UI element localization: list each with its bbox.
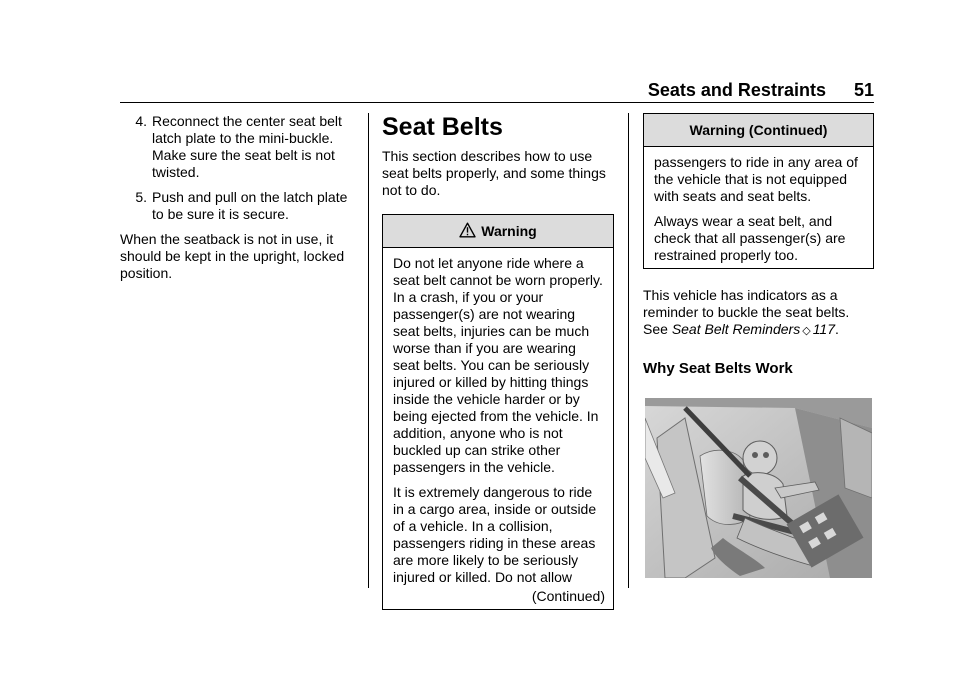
warning-header xyxy=(383,215,613,248)
section-title: Seats and Restraints xyxy=(647,80,826,100)
step-number: 5. xyxy=(135,189,147,205)
column-divider-1 xyxy=(368,113,369,588)
cross-reference-page[interactable]: 117 xyxy=(812,321,836,337)
warning-body xyxy=(644,147,873,268)
intro-paragraph: This section describes how to use seat belts properly, and some things not to do. xyxy=(382,148,606,198)
warning-triangle-icon xyxy=(459,222,476,238)
step-text: Push and pull on the latch plate to be sure it is secure. xyxy=(152,189,348,222)
warning-header: Warning (Continued) xyxy=(644,114,873,147)
paragraph-text: . xyxy=(835,321,839,337)
body-paragraph xyxy=(643,287,874,340)
warning-box xyxy=(382,214,614,610)
section-heading: Seat Belts xyxy=(382,113,503,141)
page-header xyxy=(648,80,874,101)
header-rule xyxy=(120,102,874,103)
warning-paragraph: Always wear a seat belt, and check that all passenger(s) are restrained properly too. xyxy=(654,213,846,263)
column-1 xyxy=(120,113,356,282)
column-3 xyxy=(643,113,874,578)
step-text: Reconnect the center seat belt latch plate to the mini-buckle. Make sure the seat belt is not twisted. xyxy=(152,113,342,180)
paragraph-text: This vehicle has indicators as a reminder to buckle the seat belts. See xyxy=(643,287,850,337)
seat-belt-illustration xyxy=(645,398,872,578)
warning-box-continued xyxy=(643,113,874,269)
step-number: 4. xyxy=(135,113,147,129)
step-item xyxy=(120,189,356,223)
warning-body xyxy=(383,248,613,609)
warning-paragraph: It is extremely dangerous to ride in a cargo area, inside or outside of a vehicle. In a collision, passengers riding in these areas are more likely to be seriously injured or killed. Do not allow xyxy=(393,484,597,585)
cross-reference-link[interactable]: Seat Belt Reminders xyxy=(671,321,801,337)
warning-paragraph: Do not let anyone ride where a seat belt cannot be worn properly. In a crash, if you or your passenger(s) are not wearing seat belts, injuries can be much worse than if you are wearing seat belts. You can be seriously injured or killed by hitting things inside the vehicle harder or by being ejected from the vehicle. In addition, anyone who is not buckled up can strike other passengers in the vehicle. xyxy=(393,255,603,475)
warning-title: Warning xyxy=(481,223,537,239)
crash-test-dummy-illustration xyxy=(645,398,872,578)
continued-label: (Continued) xyxy=(531,588,605,604)
body-paragraph: When the seatback is not in use, it should be kept in the upright, locked position. xyxy=(120,231,345,281)
reference-arrow-icon: ◇ xyxy=(802,325,811,337)
page-number: 51 xyxy=(853,80,874,100)
column-2 xyxy=(382,113,614,610)
warning-paragraph: passengers to ride in any area of the vehicle that is not equipped with seats and seat belts. xyxy=(654,154,858,204)
step-item xyxy=(120,113,356,181)
column-divider-2 xyxy=(628,113,629,588)
subsection-heading: Why Seat Belts Work xyxy=(643,360,793,377)
